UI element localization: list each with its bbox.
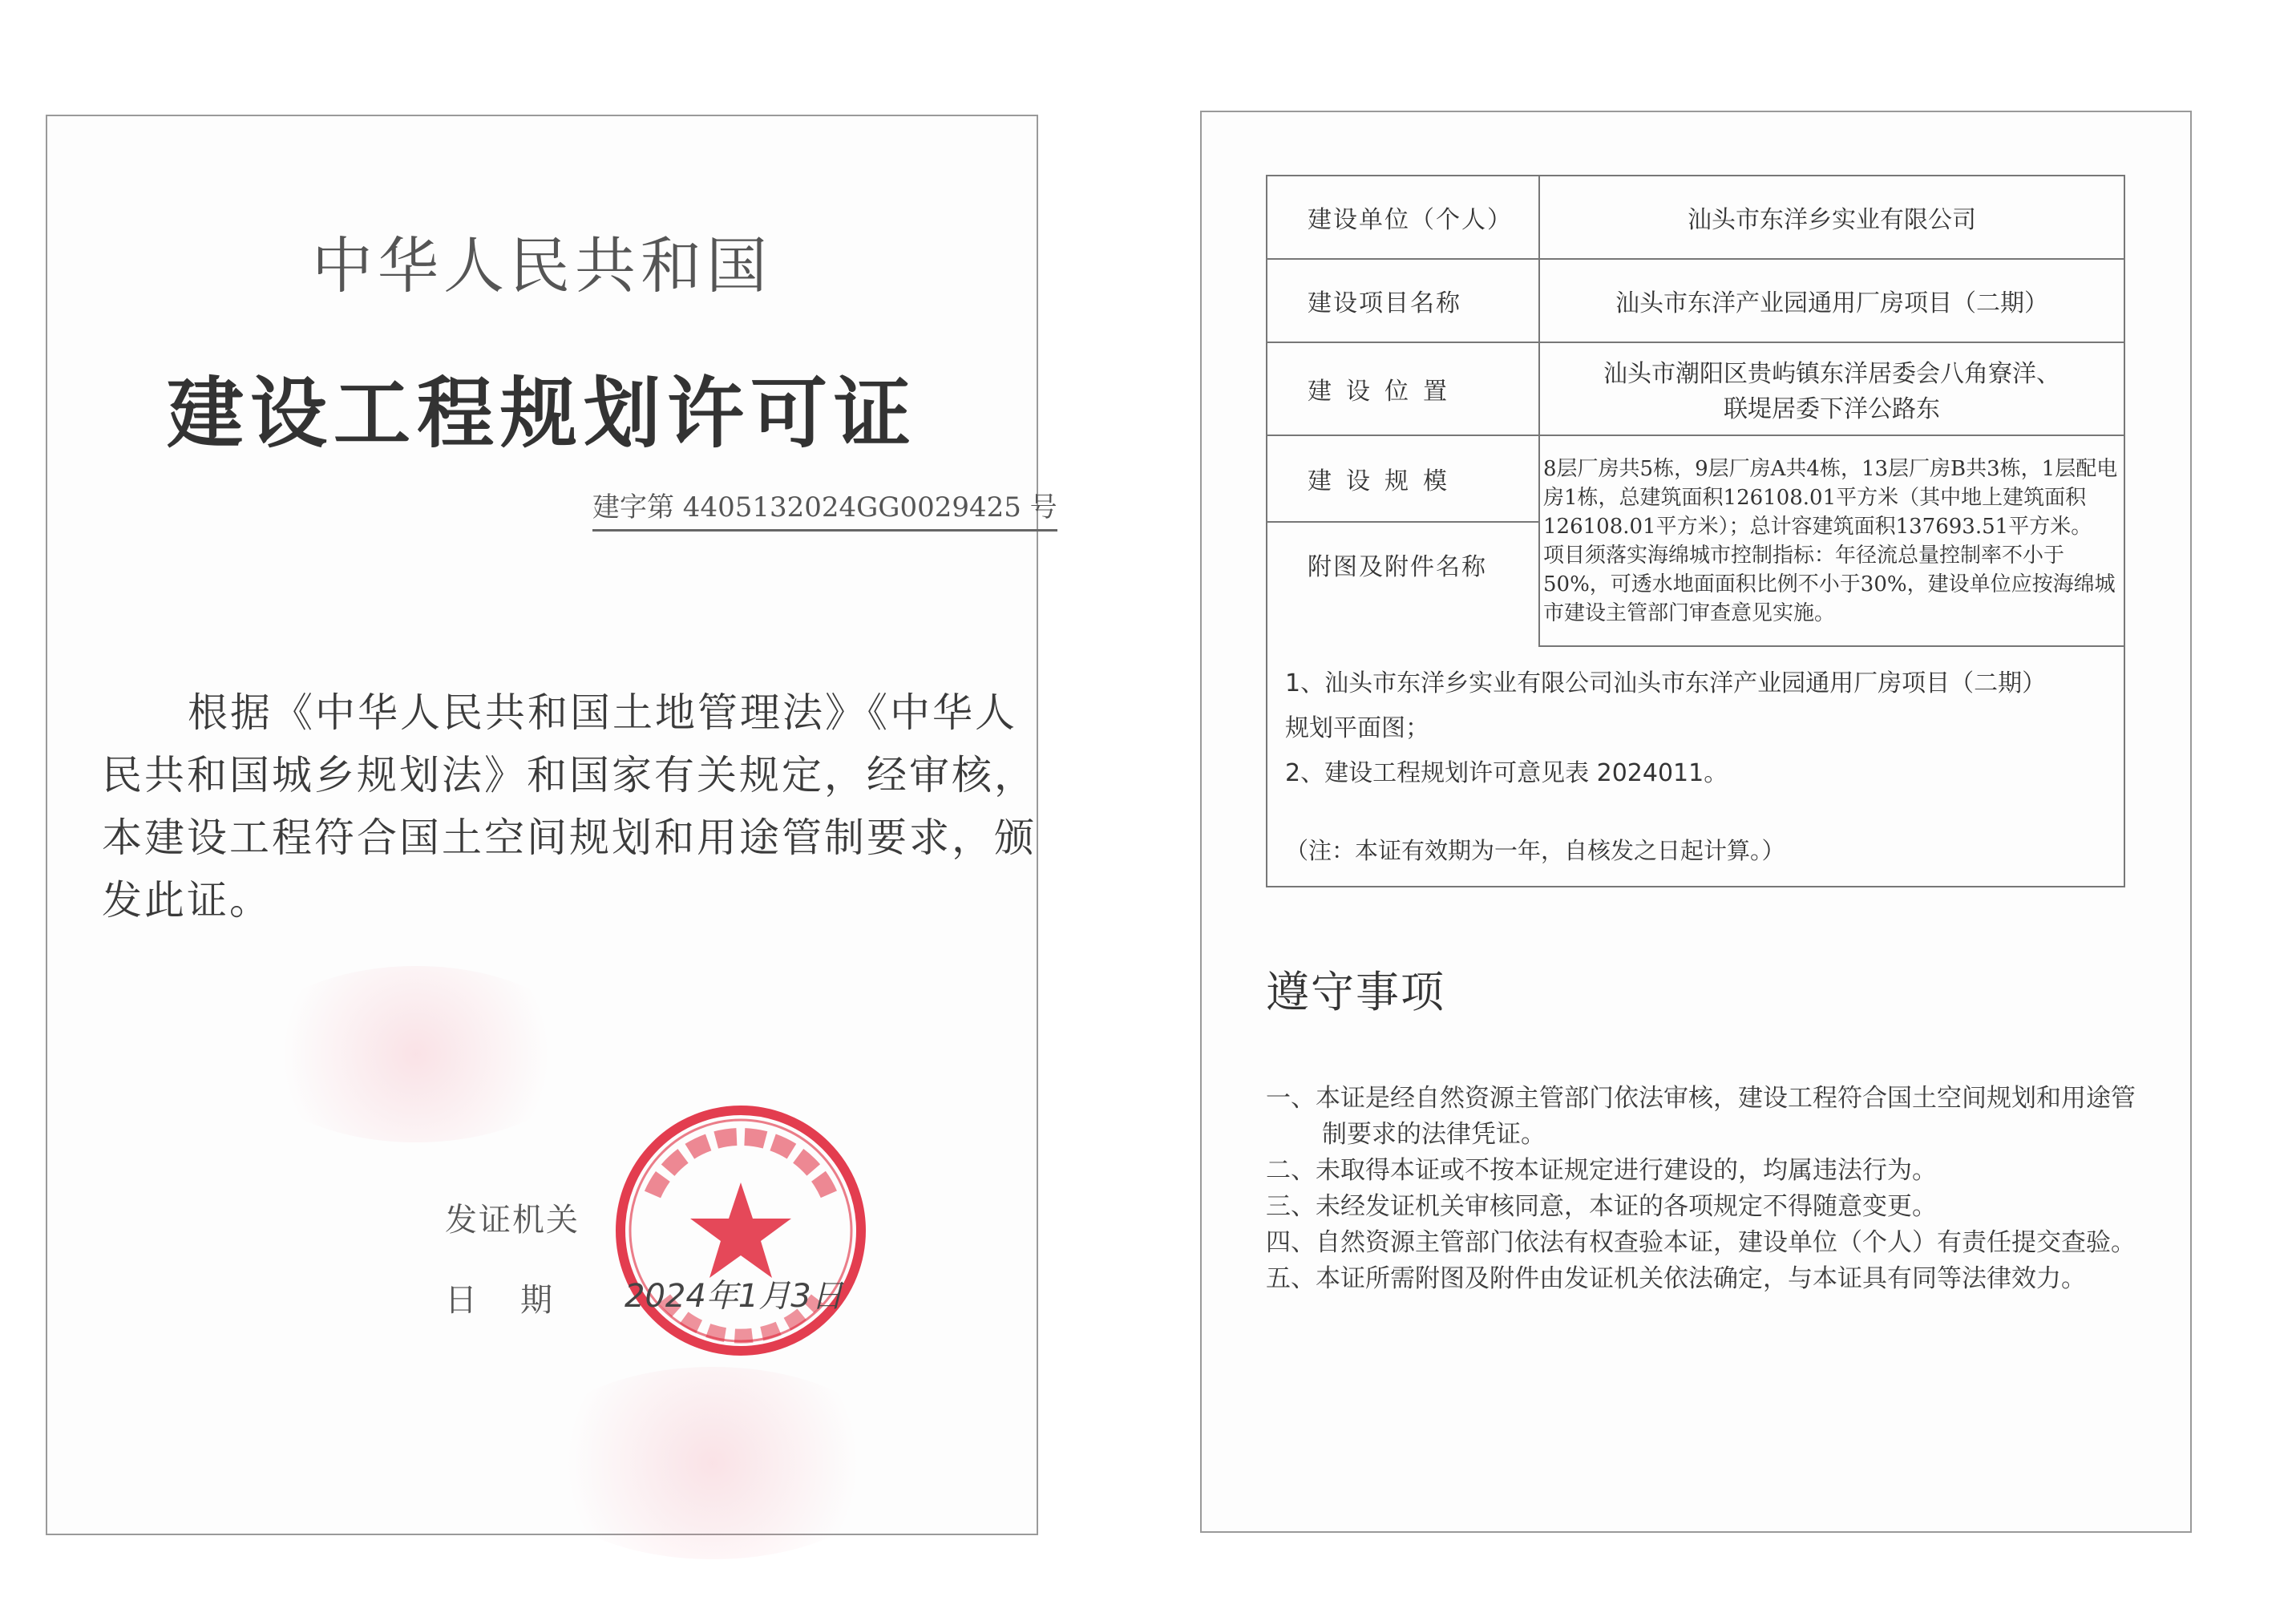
rule-item: 一、本证是经自然资源主管部门依法审核，建设工程符合国土空间规划和用途管制要求的法律凭证。: [1266, 1084, 2136, 1149]
location-label: 建设位置: [1267, 342, 1539, 435]
project-info-table: [1266, 175, 2125, 887]
ink-smudge: [528, 1367, 897, 1559]
location-line-2: 联堤居委下洋公路东: [1724, 395, 1940, 423]
project-name-value: 汕头市东洋产业园通用厂房项目（二期）: [1539, 259, 2124, 342]
issuer-label: 发证机关: [445, 1202, 580, 1239]
rule-item: 三、未经发证机关审核同意，本证的各项规定不得随意变更。: [1266, 1192, 1937, 1221]
official-seal-icon: [608, 1098, 873, 1363]
date-label: 日期: [445, 1282, 596, 1319]
unit-label: 建设单位（个人）: [1267, 176, 1539, 259]
location-line-1: 汕头市潮阳区贵屿镇东洋居委会八角寮洋、: [1603, 360, 2060, 388]
certificate-cover-page: [46, 115, 1057, 1535]
rules-list: [1266, 1081, 2136, 1297]
attachment-item: 规划平面图；: [1285, 714, 1429, 742]
table-row: [1267, 259, 2124, 342]
location-value: [1539, 342, 2124, 435]
rules-title: 遵守事项: [1266, 967, 1445, 1017]
scale-value: [1539, 435, 2124, 646]
rule-item: 四、自然资源主管部门依法有权查验本证，建设单位（个人）有责任提交查验。: [1266, 1228, 2136, 1257]
ink-smudge: [248, 966, 584, 1142]
validity-note: （注：本证有效期为一年，自核发之日起计算。）: [1285, 837, 1785, 864]
rule-item: 五、本证所需附图及附件由发证机关依法确定，与本证具有同等法律效力。: [1266, 1264, 2086, 1293]
scale-label: 建设规模: [1267, 435, 1539, 522]
certificate-number: 建字第 4405132024GG0029425 号: [592, 485, 1057, 532]
attachments-label: 附图及附件名称: [1267, 522, 1539, 646]
table-row: [1267, 342, 2124, 435]
attachments-list: [1267, 646, 2124, 887]
rule-item: 二、未取得本证或不按本证规定进行建设的，均属违法行为。: [1266, 1156, 1937, 1185]
country-name: 中华人民共和国: [312, 230, 772, 301]
issue-date: 2024年1月3日: [625, 1278, 843, 1315]
attachment-item: 1、汕头市东洋乡实业有限公司汕头市东洋产业园通用厂房项目（二期）: [1285, 669, 2047, 697]
certificate-title: 建设工程规划许可证: [167, 369, 917, 459]
project-name-label: 建设项目名称: [1267, 259, 1539, 342]
table-row: [1267, 176, 2124, 259]
attachment-item: 2、建设工程规划许可意见表 2024011。: [1285, 759, 1728, 787]
scale-text: 8层厂房共5栋，9层厂房A共4栋，13层厂房B共3栋，1层配电房1栋，总建筑面积126108.01平方米（其中地上建筑面积126108.01平方米）；总计容建筑面积137693.51平方米。: [1543, 456, 2118, 539]
certificate-body-text: 根据《中华人民共和国土地管理法》《中华人民共和国城乡规划法》和国家有关规定，经审核，本建设工程符合国土空间规划和用途管制要求，颁发此证。: [102, 689, 1037, 924]
table-row: [1267, 646, 2124, 887]
unit-value: 汕头市东洋乡实业有限公司: [1539, 176, 2124, 259]
sponge-city-note: 项目须落实海绵城市控制指标：年径流总量控制率不小于50%，可透水地面面积比例不小于30%，建设单位应按海绵城市建设主管部门审查意见实施。: [1543, 543, 2116, 625]
certificate-details-page: [1200, 111, 2192, 1533]
table-row: [1267, 435, 2124, 522]
